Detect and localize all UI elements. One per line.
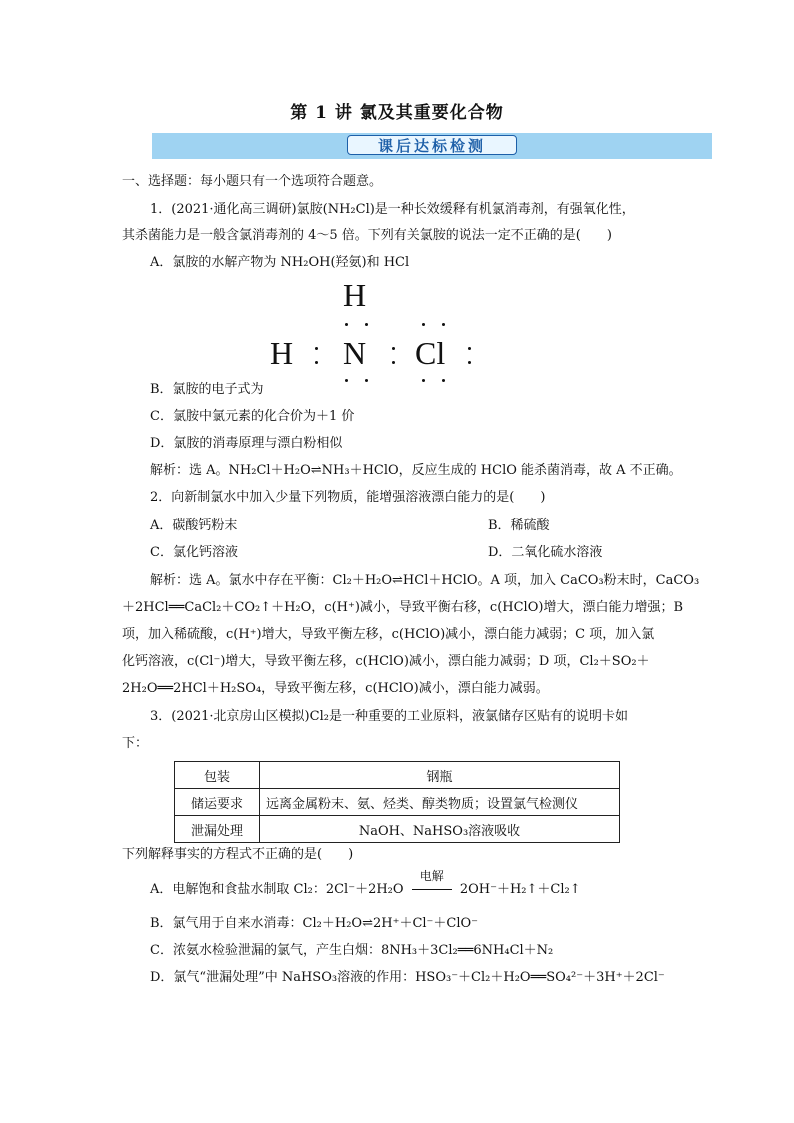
q3-stem-line1: 3．(2021·北京房山区模拟)Cl₂是一种重要的工业原料，液氯储存区贴有的说明卡如 (150, 709, 628, 724)
page-title: 第 1 讲 氯及其重要化合物 (290, 103, 504, 123)
electron-dot (392, 347, 395, 350)
q1-stem-line1: 1．(2021·通化高三调研)氯胺(NH₂Cl)是一种长效缓释有机氯消毒剂，有强氧化性， (150, 202, 635, 217)
q1-option-c: C．氯胺中氯元素的化合价为＋1 价 (150, 409, 355, 424)
electron-dot (345, 323, 348, 326)
q2-analysis-line4: 化钙溶液，c(Cl⁻)增大，导致平衡左移，c(HClO)减小，漂白能力减弱；D 项，Cl₂＋SO₂＋ (122, 654, 650, 669)
q3-option-c: C．浓氨水检验泄漏的氯气，产生白烟：8NH₃＋3Cl₂══6NH₄Cl＋N₂ (150, 943, 554, 958)
electron-dot (422, 379, 425, 382)
reaction-bar (412, 889, 452, 890)
q2-analysis-line1: 解析：选 A。氯水中存在平衡：Cl₂＋H₂O⇌HCl＋HClO。A 项，加入 CaCO₃粉末时，CaCO₃ (150, 573, 700, 588)
q2-option-b: B．稀硫酸 (488, 518, 550, 533)
table-cell: 远离金属粉末、氨、烃类、醇类物质；设置氯气检测仪 (260, 789, 620, 816)
q3-option-d: D．氯气“泄漏处理”中 NaHSO₃溶液的作用：HSO₃⁻＋Cl₂＋H₂O══SO₄²⁻＋3H⁺＋2Cl⁻ (150, 970, 665, 985)
electron-dot (315, 347, 318, 350)
q2-analysis-line3: 项，加入稀硫酸，c(H⁺)增大，导致平衡左移，c(HClO)减小，漂白能力减弱；C 项，加入氯 (122, 627, 655, 642)
electron-dot (422, 323, 425, 326)
lewis-h-left: H (270, 335, 294, 371)
table-row (175, 816, 620, 843)
section-heading: 一、选择题：每小题只有一个选项符合题意。 (122, 174, 383, 189)
q3-option-a-left: A．电解饱和食盐水制取 Cl₂：2Cl⁻＋2H₂O (150, 882, 404, 897)
lewis-h-top: H (343, 277, 367, 313)
table-cell: 泄漏处理 (175, 816, 260, 843)
q3-stem-line2: 下： (122, 736, 149, 751)
q2-stem: 2．向新制氯水中加入少量下列物质，能增强溶液漂白能力的是( ) (150, 490, 546, 505)
electron-dot (442, 323, 445, 326)
lewis-cl: Cl (415, 335, 446, 371)
q3-option-a (150, 869, 581, 899)
q1-option-a: A．氯胺的水解产物为 NH₂OH(羟氨)和 HCl (150, 255, 410, 270)
table-row (175, 789, 620, 816)
q3-question: 下列解释事实的方程式不正确的是( ) (122, 847, 354, 862)
electron-dot (468, 347, 471, 350)
q2-option-c: C．氯化钙溶液 (150, 545, 238, 560)
table-cell: 包装 (175, 762, 260, 789)
q2-analysis-line2: ＋2HCl══CaCl₂＋CO₂↑＋H₂O，c(H⁺)减小，导致平衡右移，c(HClO)增大，漂白能力增强；B (122, 600, 683, 615)
info-card-table (174, 761, 620, 843)
table-cell: NaOH、NaHSO₃溶液吸收 (260, 816, 620, 843)
q2-option-a: A．碳酸钙粉末 (150, 518, 238, 533)
q1-analysis: 解析：选 A。NH₂Cl＋H₂O⇌NH₃＋HClO，反应生成的 HClO 能杀菌消毒，故 A 不正确。 (150, 463, 682, 478)
electron-dot (365, 379, 368, 382)
section-banner (152, 133, 712, 159)
electron-dot (345, 379, 348, 382)
q2-analysis-line5: 2H₂O══2HCl＋H₂SO₄，导致平衡左移，c(HClO)减小，漂白能力减弱。 (122, 681, 549, 696)
table-cell: 储运要求 (175, 789, 260, 816)
electron-dot (365, 323, 368, 326)
q3-option-b: B．氯气用于自来水消毒：Cl₂＋H₂O⇌2H⁺＋Cl⁻＋ClO⁻ (150, 916, 479, 931)
electron-dot (468, 361, 471, 364)
electron-dot (392, 361, 395, 364)
table-cell: 钢瓶 (260, 762, 620, 789)
banner-label: 课后达标检测 (347, 135, 517, 155)
q3-option-a-right: 2OH⁻＋H₂↑＋Cl₂↑ (459, 882, 581, 897)
electrolysis-label: 电解 (419, 869, 444, 883)
table-row (175, 762, 620, 789)
q1-option-d: D．氯胺的消毒原理与漂白粉相似 (150, 436, 343, 451)
electron-dot (442, 379, 445, 382)
q1-stem-line2: 其杀菌能力是一般含氯消毒剂的 4～5 倍。下列有关氯胺的说法一定不正确的是( ) (122, 228, 612, 243)
q1-option-b: B．氯胺的电子式为 (150, 382, 264, 397)
q2-option-d: D．二氧化硫水溶液 (488, 545, 603, 560)
electron-dot (315, 361, 318, 364)
lewis-n: N (343, 335, 367, 371)
electrolysis-arrow (408, 869, 456, 899)
lewis-structure (265, 277, 485, 387)
